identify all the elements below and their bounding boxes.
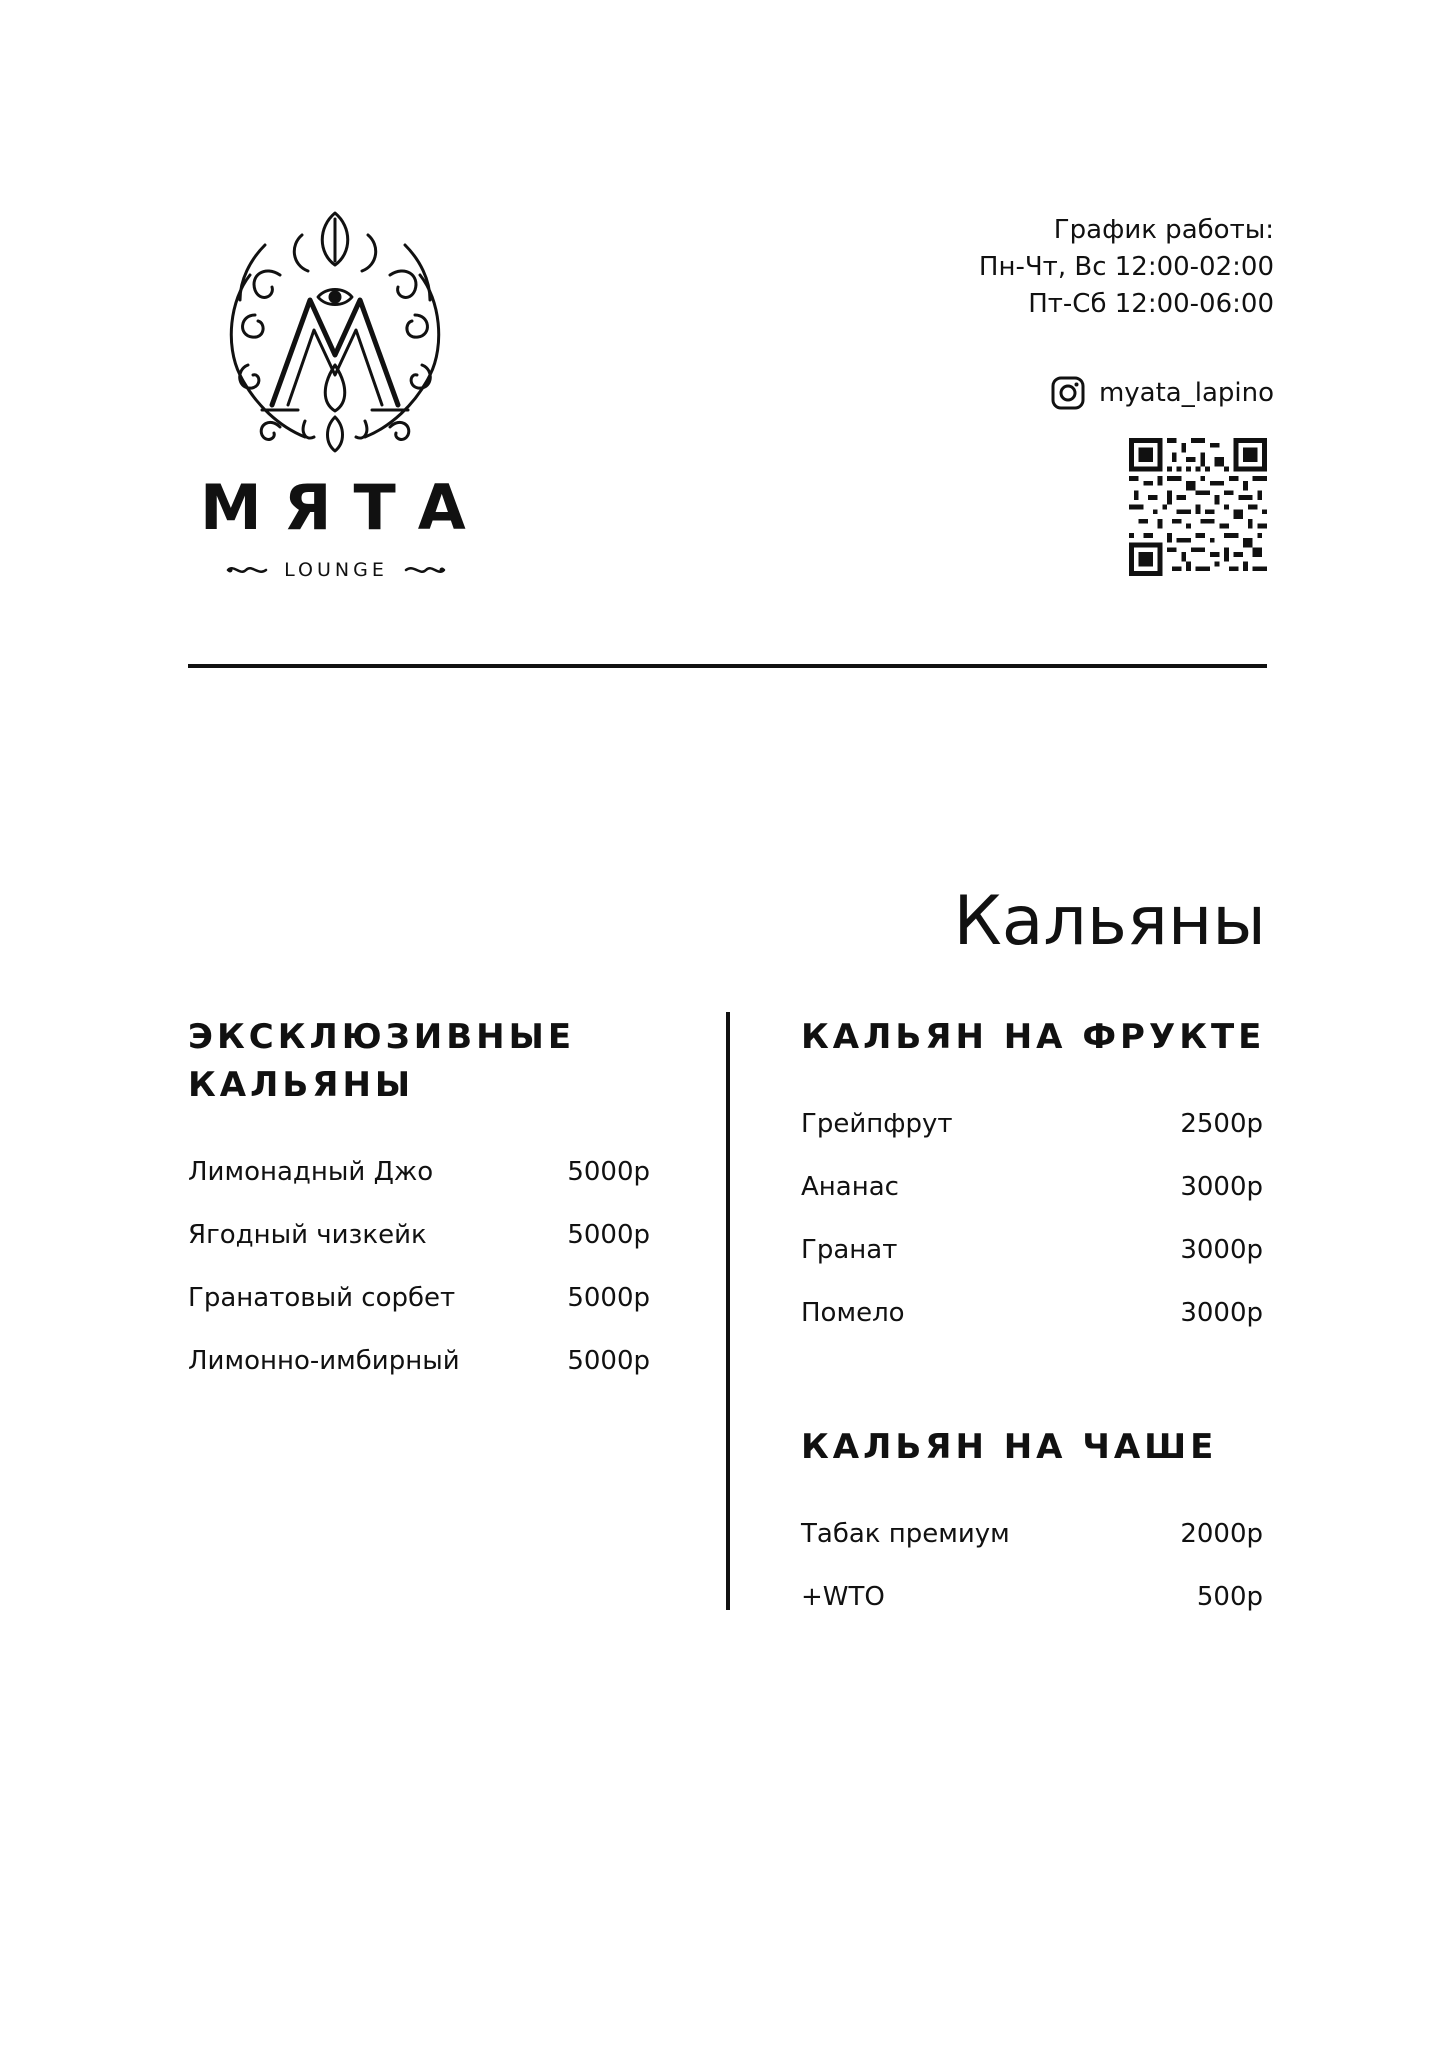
brand-logo xyxy=(186,205,486,585)
header-divider xyxy=(188,664,1267,668)
schedule-heading: График работы: xyxy=(1053,215,1274,245)
menu-item xyxy=(188,1329,650,1392)
instagram-icon xyxy=(1051,376,1085,410)
page-title: Кальяны xyxy=(953,881,1266,961)
menu-item xyxy=(801,1565,1263,1628)
mint-emblem-icon xyxy=(210,205,460,455)
item-name: Помело xyxy=(801,1297,905,1328)
item-price: 3000р xyxy=(1180,1234,1263,1265)
schedule-weekend: Пт-Сб 12:00-06:00 xyxy=(1028,289,1274,319)
item-name: Лимонадный Джо xyxy=(188,1156,434,1187)
section-title-line1: ЭКСКЛЮЗИВНЫЕ xyxy=(188,1017,576,1057)
menu-item xyxy=(801,1502,1263,1565)
item-name: +WTO xyxy=(801,1581,885,1612)
menu-list-fruit xyxy=(801,1092,1263,1344)
item-price: 3000р xyxy=(1180,1171,1263,1202)
item-price: 5000р xyxy=(567,1345,650,1376)
brand-sub: LOUNGE xyxy=(284,559,388,581)
item-name: Грейпфрут xyxy=(801,1108,953,1139)
item-name: Табак премиум xyxy=(801,1518,1010,1549)
menu-item xyxy=(801,1155,1263,1218)
item-name: Ананас xyxy=(801,1171,899,1202)
instagram-link[interactable] xyxy=(1051,376,1274,410)
item-name: Гранатовый сорбет xyxy=(188,1282,456,1313)
item-price: 3000р xyxy=(1180,1297,1263,1328)
menu-item xyxy=(801,1218,1263,1281)
section-title-exclusive xyxy=(188,1013,575,1109)
menu-item xyxy=(801,1281,1263,1344)
right-flourish-icon xyxy=(402,562,446,578)
item-price: 2500р xyxy=(1180,1108,1263,1139)
qr-code-icon[interactable] xyxy=(1129,438,1267,576)
instagram-handle: myata_lapino xyxy=(1098,378,1274,408)
menu-list-bowl xyxy=(801,1502,1263,1628)
item-price: 500р xyxy=(1196,1581,1263,1612)
item-name: Лимонно-имбирный xyxy=(188,1345,460,1376)
menu-item xyxy=(188,1266,650,1329)
menu-list-exclusive xyxy=(188,1140,650,1392)
menu-item xyxy=(801,1092,1263,1155)
item-price: 5000р xyxy=(567,1156,650,1187)
item-price: 5000р xyxy=(567,1219,650,1250)
work-schedule xyxy=(979,212,1274,323)
item-price: 5000р xyxy=(567,1282,650,1313)
section-title-bowl: КАЛЬЯН НА ЧАШЕ xyxy=(801,1427,1218,1467)
section-title-line2: КАЛЬЯНЫ xyxy=(188,1065,415,1105)
brand-name: МЯТА xyxy=(200,471,488,544)
brand-sub-row xyxy=(186,555,486,585)
menu-item xyxy=(188,1203,650,1266)
left-flourish-icon xyxy=(226,562,270,578)
item-name: Гранат xyxy=(801,1234,898,1265)
section-title-fruit: КАЛЬЯН НА ФРУКТЕ xyxy=(801,1017,1266,1057)
menu-item xyxy=(188,1140,650,1203)
schedule-weekdays: Пн-Чт, Вс 12:00-02:00 xyxy=(978,252,1274,282)
item-price: 2000р xyxy=(1180,1518,1263,1549)
column-divider xyxy=(726,1012,730,1610)
item-name: Ягодный чизкейк xyxy=(188,1219,427,1250)
